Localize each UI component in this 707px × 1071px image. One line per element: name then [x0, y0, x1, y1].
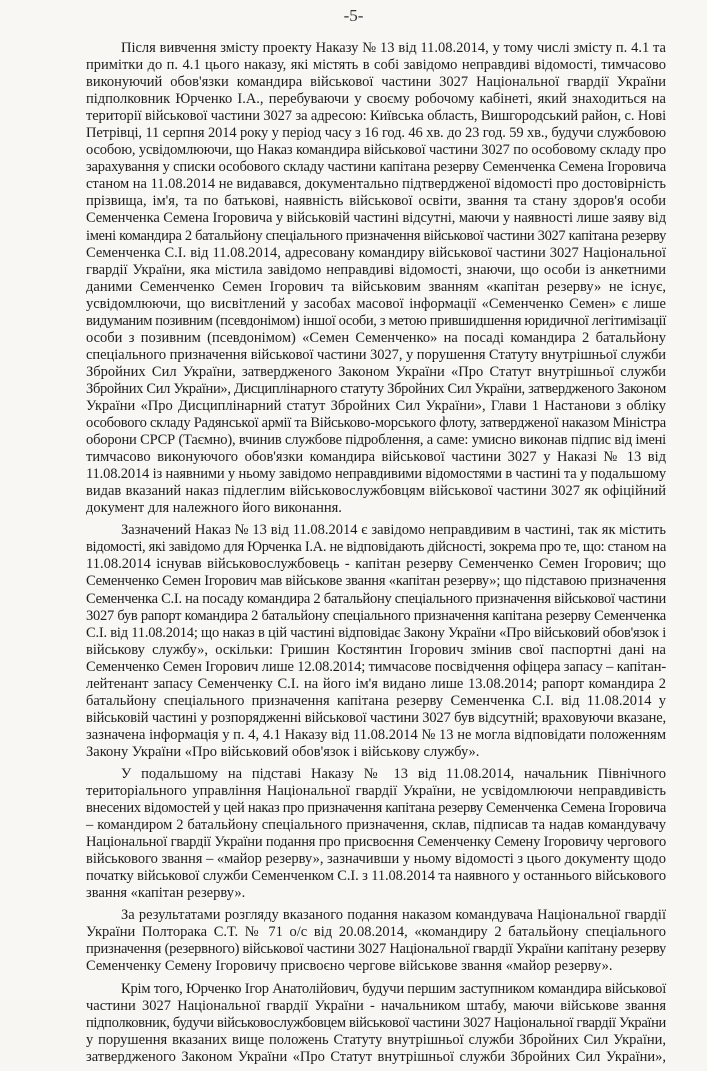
text-line: початку військової служби Семенченком С.І. з 11.08.2014 та наявного у останнього військового [86, 868, 666, 885]
text-line: імені командира 2 батальйону спеціального призначення військової частини 3027 капітана резерву [86, 227, 666, 244]
text-line: особою, усвідомлюючи, що Наказ командира військової частини 3027 по особовому складу про [86, 142, 666, 159]
text-line: усвідомлюючи, що висвітлений у засобах масової інформації «Семенченко Семен» є лише [86, 295, 666, 312]
text-line: відомості, які завідомо для Юрченка І.А. не відповідають дійсності, зокрема про те, що: станом на [86, 539, 667, 556]
text-line: За результатами розгляду вказаного подання наказом командувача Національної гвардії [121, 907, 666, 924]
text-line: спеціального призначення військової частини 3027, у порушення Статуту внутрішньої служби [86, 346, 666, 363]
text-line: військового звання – «майор резерву», зазначивши у ньому відомості з цього документу щодо [86, 851, 666, 868]
text-line: Закону України «Про військовий обов'язок і військову службу». [86, 743, 480, 760]
text-line: батальйону спеціального призначення капітана резерву Семенченка С.І. від 11.08.2014 у [86, 692, 666, 709]
text-line: примітки до п. 4.1 цього наказу, які містять в собі завідомо неправдиві відомості, тимчасово [86, 57, 666, 74]
text-line: Національної гвардії України подання про присвоєння Семенченку Семену Ігоровичу чергового [86, 834, 667, 851]
text-line: 11.08.2014 із наявними у ньому завідомо неправдивими відомостями в частині та у подальшому [86, 466, 666, 483]
text-line: Семенченко Семен Ігорович мав військове звання «капітан резерву»; що підставою призначення [86, 573, 666, 590]
text-line: України Полторака С.Т. № 71 о/с від 20.08.2014, «командиру 2 батальйону спеціального [86, 924, 666, 941]
text-line: Семенченка С.І. від 11.08.2014, адресовану командиру військової частини 3027 Національної [86, 244, 666, 261]
text-line: Семенченку Семену Ігоровичу присвоєно чергове військове звання «майор резерву». [86, 958, 613, 975]
text-line: зазначена інформація у п. 4, 4.1 Наказу від 11.08.2014 № 13 не могла відповідати положенням [86, 726, 666, 743]
text-line: особового складу Радянської армії та Військово-морського флоту, затвердженої наказом Міністра [86, 415, 666, 432]
text-line: особи з позивним (псевдонімом) «Семен Семенченко» на посаді командира 2 батальйону [86, 329, 666, 346]
paragraph [86, 522, 666, 761]
text-line: території військової частини 3027 за адресою: Київська область, Вишгородський район, с. Нові [86, 108, 667, 125]
text-line: територіального управління Національної гвардії України, не усвідомлюючи неправдивість [86, 783, 666, 800]
text-line: Семенченка Семена Ігоровича у військовій частині відсутні, маючи у наявності лише заяву від [86, 210, 666, 227]
text-line: 11.08.2014 існував військовослужбовець - капітан резерву Семенченко Семен Ігорович; що [86, 556, 666, 573]
text-line: Семенченка С.І. на посаду командира 2 батальйону спеціального призначення військової частини [86, 590, 667, 607]
text-line: Семенченко Семен Ігорович лише 12.08.2014; тимчасове посвідчення офіцера запасу – капітан- [86, 658, 667, 675]
document-body [86, 40, 666, 1071]
text-line: Петрівці, 11 серпня 2014 року у період часу з 16 год. 46 хв. до 23 год. 59 хв., будучи службовою [86, 125, 667, 142]
page-number: -5- [343, 6, 364, 25]
text-line: внесених відомостей у цей наказ про призначення капітана резерву Семенченка Семена Ігоровича [86, 800, 667, 817]
text-line: військову службу», оскільки: Гришин Костянтин Ігорович змінив свої паспортні дані на [86, 641, 666, 658]
text-line: Збройних Сил України, затвердженого Законом України «Про Статут внутрішньої служби [86, 363, 666, 380]
text-line: військовій частині у розпорядженні військової частини 3027 був відсутній; враховуючи вказане, [86, 709, 666, 726]
text-line: лейтенант запасу Семенченку С.І. на його ім'я видано лише 13.08.2014; рапорт командира 2 [86, 675, 666, 692]
text-line: оборони СРСР (Таємно), вчинив службове підроблення, а саме: умисно виконав підпис від імені [86, 432, 667, 449]
text-line: видуманим позивним (псевдонімом) іншої особи, з метою прившидшення юридичної легітимізації [86, 312, 667, 329]
text-line: Після вивчення змісту проекту Наказу № 13 від 11.08.2014, у тому числі змісту п. 4.1 та [121, 40, 666, 56]
paragraph [86, 766, 666, 902]
text-line: У подальшому на підставі Наказу № 13 від 11.08.2014, начальник Північного [121, 765, 666, 782]
text-line: прізвища, ім'я, та по батькові, наявність військової освіти, звання та стану здоров'я особи [86, 193, 666, 210]
text-line: затвердженого Законом України «Про Статут внутрішньої служби Збройних Сил України», [86, 1048, 666, 1065]
text-line: звання «капітан резерву». [86, 885, 246, 902]
text-line: гвардії України, яка містила завідомо неправдиві відомості, знаючи, що особи із анкетними [86, 261, 666, 278]
paragraph [86, 907, 666, 975]
text-line: у порушення вказаних вище положень Статуту внутрішньої служби Збройних Сил України, [86, 1031, 666, 1048]
text-line: 3027 був рапорт командира 2 батальйону спеціального призначення капітана резерву Семенченка [86, 607, 666, 624]
text-line: підполковник Юрченко І.А., перебуваючи у своєму робочому кабінеті, який знаходиться на [86, 91, 666, 108]
text-line: даними Семенченко Семен Ігорович та військовим званням «капітан резерву» не існує, [86, 278, 666, 295]
text-line: виконуючий обов'язки командира військової частини 3027 Національної гвардії України [86, 74, 666, 91]
text-line: станом на 11.08.2014 не видавався, документально підтвердженої відомості про достовірність [86, 176, 666, 193]
text-line: Крім того, Юрченко Ігор Анатолійович, будучи першим заступником командира військової [121, 980, 667, 997]
text-line: видав вказаний наказ підлеглим військовослужбовцям військової частини 3027 як офіційний [86, 483, 666, 500]
text-line: С.І. від 11.08.2014; що наказ в цій частині відповідає Закону України «Про військовий обов'язок і [86, 624, 667, 641]
text-line: підполковник, будучи військовослужбовцем військової частини 3027 Національної гвардії України [86, 1014, 666, 1031]
text-line: – командиром 2 батальйону спеціального призначення, склав, підписав та надав командувачу [86, 817, 666, 834]
text-line: зарахування у списки особового складу частини капітана резерву Семенченка Семена Ігоровича [86, 159, 667, 176]
paragraph [86, 40, 666, 517]
text-line: частини 3027 Національної гвардії України - начальником штабу, маючи військове звання [86, 997, 666, 1014]
paragraph [86, 981, 666, 1066]
text-line: тимчасово виконуючого обов'язки командира військової частини 3027 у Наказі № 13 від [86, 449, 666, 466]
text-line: призначення (резервного) військової частини 3027 Національної гвардії України капітану резерву [86, 941, 667, 958]
text-line: Збройних Сил України», Дисциплінарного статуту Збройних Сил України, затвердженого Законом [86, 380, 667, 397]
text-line: Зазначений Наказ № 13 від 11.08.2014 є завідомо неправдивим в частині, так як містить [121, 522, 666, 539]
text-line: України «Про Дисциплінарний статут Збройних Сил України», Глави 1 Настанови з обліку [86, 397, 666, 414]
text-line: документ для належного його виконання. [86, 500, 342, 517]
